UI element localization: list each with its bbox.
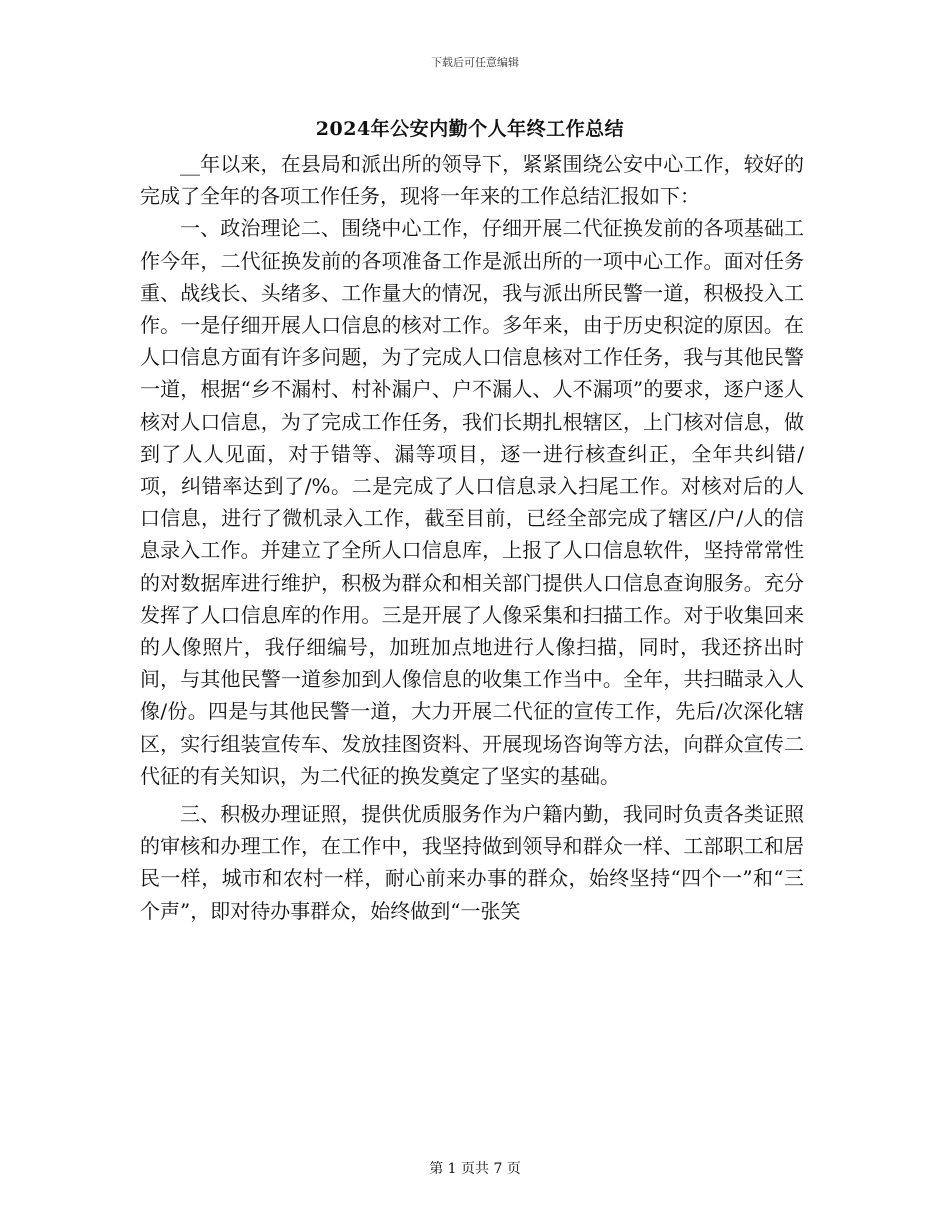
page-number: 第 1 页共 7 页 xyxy=(429,1161,521,1177)
header-note: 下载后可任意编辑 xyxy=(431,56,519,69)
paragraph-section-one-two: 一、政治理论二、围绕中心工作，仔细开展二代征换发前的各项基础工作今年，二代征换发前的各项准备工作是派出所的一项中心工作。面对任务重、战线长、头绪多、工作量大的情况，我与派出所民警一道，积极投入工作。一是仔细开展人口信息的核对工作。多年来，由于历史积淀的原因。在人口信息方面有许多问题，为了完成人口信息核对工作任务，我与其他民警一道，根据“乡不漏村、村补漏户、户不漏人、人不漏项”的要求，逐户逐人核对人口信息，为了完成工作任务，我们长期扎根辖区，上门核对信息，做到了人人见面，对于错等、漏等项目，逐一进行核查纠正，全年共纠错/项，纠错率达到了/%。二是完成了人口信息录入扫尾工作。对核对后的人口信息，进行了微机录入工作，截至目前，已经全部完成了辖区/户/人的信息录入工作。并建立了全所人口信息库，上报了人口信息软件，坚持常常性的对数据库进行维护，积极为群众和相关部门提供人口信息查询服务。充分发挥了人口信息库的作用。三是开展了人像采集和扫描工作。对于收集回来的人像照片，我仔细编号，加班加点地进行人像扫描，同时，我还挤出时间，与其他民警一道参加到人像信息的收集工作当中。全年，共扫瞄录入人像/份。四是与其他民警一道，大力开展二代征的宣传工作，先后/次深化辖区，实行组装宣传车、发放挂图资料、开展现场咨询等方法，向群众宣传二代征的有关知识，为二代征的换发奠定了坚实的基础。 xyxy=(140,216,804,788)
document-title: 2024年公安内勤个人年终工作总结 xyxy=(315,118,625,140)
paragraph-section-three: 三、积极办理证照，提供优质服务作为户籍内勤，我同时负责各类证照的审核和办理工作，在工作中，我坚持做到领导和群众一样、工部职工和居民一样，城市和农村一样，耐心前来办事的群众，始终坚持“四个一”和“三个声”，即对待办事群众，始终做到“一张笑 xyxy=(140,802,804,923)
paragraph-intro: __年以来，在县局和派出所的领导下，紧紧围绕公安中心工作，较好的完成了全年的各项工作任务，现将一年来的工作总结汇报如下： xyxy=(140,152,804,209)
document-body xyxy=(140,148,804,927)
